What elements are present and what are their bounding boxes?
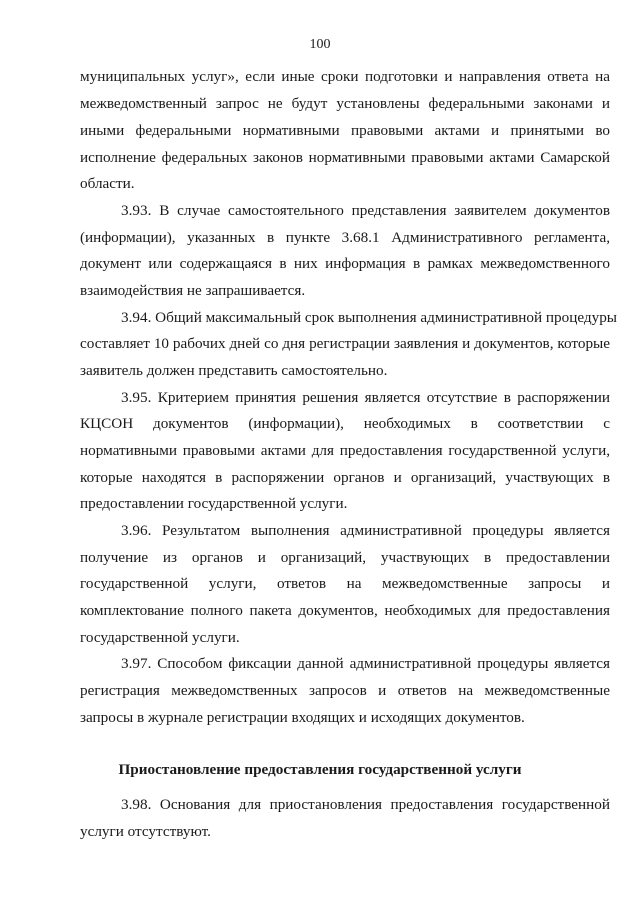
text-line: предоставлении государственной услуги. [80,495,348,512]
paragraph-3-93-line: 3.93. В случае самостоятельного представления заявителем документов [121,202,610,219]
text-line: регистрация межведомственных запросов и ответов на межведомственные [80,682,610,699]
text-line: иными федеральными нормативными правовыми актами и принятыми во [80,122,610,139]
text-line: государственной услуги. [80,629,240,646]
paragraph-3-95-line: 3.95. Критерием принятия решения является отсутствие в распоряжении [121,389,610,406]
text-line: КЦСОН документов (информации), необходимых в соответствии с [80,415,610,432]
text-line: запросы в журнале регистрации входящих и исходящих документов. [80,709,525,726]
text-line: нормативными правовыми актами для предоставления государственной услуги, [80,442,610,459]
paragraph-3-98-line: 3.98. Основания для приостановления предоставления государственной [121,796,610,813]
section-heading: Приостановление предоставления государственной услуги [118,761,522,778]
text-line: составляет 10 рабочих дней со дня регистрации заявления и документов, которые [80,335,610,352]
text-line: (информации), указанных в пункте 3.68.1 Административного регламента, [80,229,610,246]
page-number: 100 [309,37,331,52]
paragraph-3-94-line: 3.94. Общий максимальный срок выполнения административной процедуры [121,309,618,326]
text-line: документ или содержащаяся в них информация в рамках межведомственного [80,255,610,272]
text-line: государственной услуги, ответов на межведомственные запросы и [80,575,610,592]
text-line: межведомственный запрос не будут установлены федеральными законами и [80,95,610,112]
paragraph-3-96-line: 3.96. Результатом выполнения административной процедуры является [121,522,610,539]
paragraph-3-97-line: 3.97. Способом фиксации данной административной процедуры является [121,655,610,672]
text-line: муниципальных услуг», если иные сроки подготовки и направления ответа на [80,68,610,85]
text-line: взаимодействия не запрашивается. [80,282,306,299]
text-line: заявитель должен представить самостоятельно. [80,362,388,379]
text-line: комплектование полного пакета документов, необходимых для предоставления [80,602,610,619]
text-line: которые находятся в распоряжении органов и организаций, участвующих в [80,469,610,486]
text-line: области. [80,175,135,192]
text-line: услуги отсутствуют. [80,823,211,840]
text-line: исполнение федеральных законов нормативными правовыми актами Самарской [80,149,610,166]
text-line: получение из органов и организаций, участвующих в предоставлении [80,549,610,566]
